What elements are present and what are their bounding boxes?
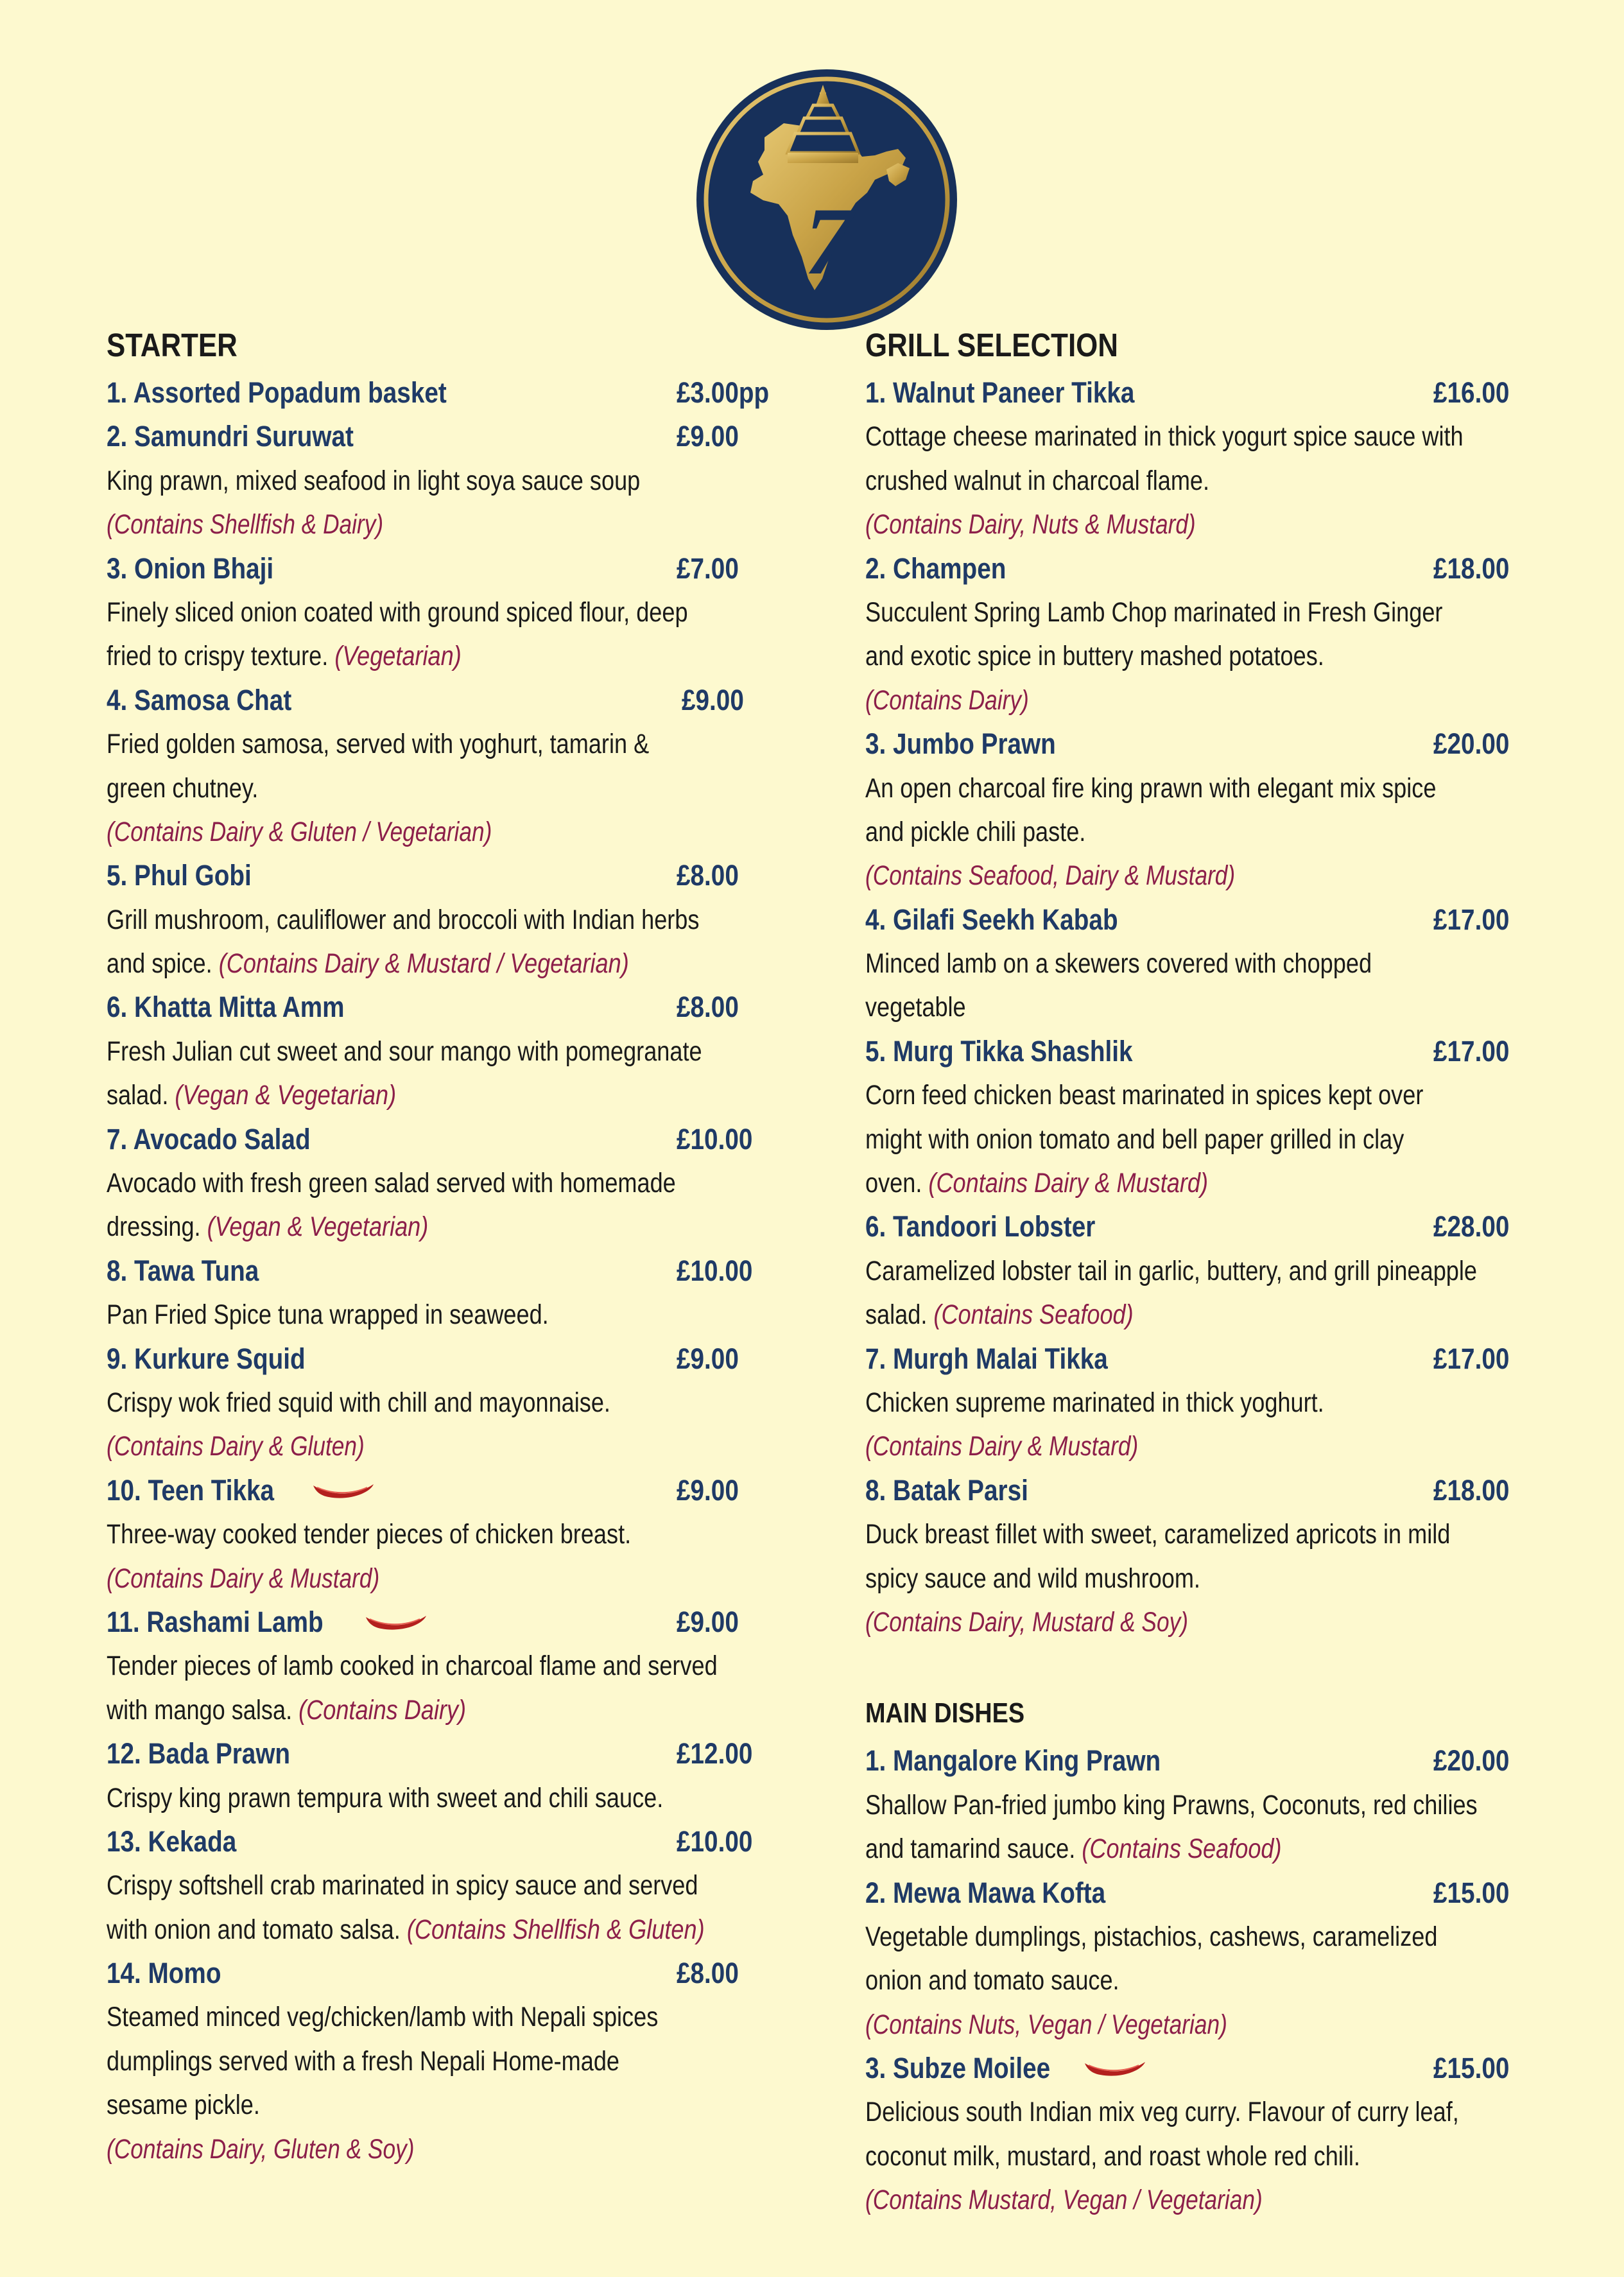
menu-item-allergen: (Contains Dairy & Gluten / Vegetarian) bbox=[107, 816, 492, 847]
menu-item-desc: Three-way cooked tender pieces of chicken breast. bbox=[107, 1519, 632, 1550]
menu-item-name: 8. Tawa Tuna £10.00 bbox=[107, 1249, 825, 1293]
menu-item-allergen: (Contains Dairy) bbox=[865, 684, 1029, 716]
menu-item-desc: oven. (Contains Dairy & Mustard) bbox=[865, 1168, 1208, 1199]
menu-item-desc: Fresh Julian cut sweet and sour mango with pomegranate bbox=[107, 1035, 702, 1067]
menu-item-desc: dumplings served with a fresh Nepali Home-made bbox=[107, 2045, 620, 2077]
menu-item-name: 4. Samosa Chat £9.00 bbox=[107, 679, 825, 722]
menu-item-allergen: (Contains Seafood, Dairy & Mustard) bbox=[865, 860, 1236, 892]
menu-item-name: 3. Onion Bhaji £7.00 bbox=[107, 547, 825, 591]
menu-item-price: £10.00 bbox=[677, 1824, 753, 1858]
menu-item-price: £3.00pp bbox=[677, 376, 770, 409]
menu-item-allergen: (Contains Dairy) bbox=[298, 1694, 467, 1726]
menu-item-desc: Grill mushroom, cauliflower and broccoli with Indian herbs bbox=[107, 904, 700, 935]
menu-item-name: 1. Assorted Popadum basket £3.00pp bbox=[107, 371, 825, 415]
menu-item-allergen: (Contains Dairy & Mustard) bbox=[107, 1563, 380, 1594]
section-title-grill: GRILL SELECTION bbox=[865, 327, 1118, 363]
menu-item-desc: Chicken supreme marinated in thick yoghurt. bbox=[865, 1387, 1324, 1418]
menu-item-allergen: (Contains Dairy, Mustard & Soy) bbox=[865, 1606, 1188, 1638]
restaurant-logo bbox=[694, 67, 960, 333]
menu-item-allergen: (Contains Seafood) bbox=[1082, 1833, 1282, 1865]
menu-item-desc: might with onion tomato and bell paper grilled in clay bbox=[865, 1123, 1404, 1155]
menu-item-name: 7. Avocado Salad £10.00 bbox=[107, 1118, 825, 1161]
section-title-main: MAIN DISHES bbox=[865, 1697, 1025, 1729]
menu-item-desc: and spice. (Contains Dairy & Mustard / Vegetarian) bbox=[107, 948, 629, 980]
menu-item-desc: dressing. (Vegan & Vegetarian) bbox=[107, 1211, 429, 1243]
menu-item-name: 9. Kurkure Squid £9.00 bbox=[107, 1337, 825, 1381]
menu-item-price: £8.00 bbox=[677, 859, 739, 892]
menu-item-desc: Corn feed chicken beast marinated in spices kept over bbox=[865, 1080, 1424, 1111]
menu-item-name: 2. Mewa Mawa Kofta £15.00 bbox=[865, 1871, 1610, 1915]
menu-item-price: £18.00 bbox=[1433, 1473, 1510, 1507]
menu-item-price: £10.00 bbox=[677, 1122, 753, 1156]
menu-item-name: 12. Bada Prawn £12.00 bbox=[107, 1732, 825, 1776]
menu-item-price: £18.00 bbox=[1433, 551, 1510, 585]
menu-item-desc: An open charcoal fire king prawn with elegant mix spice bbox=[865, 772, 1437, 804]
menu-item-name: 1. Walnut Paneer Tikka £16.00 bbox=[865, 371, 1610, 415]
menu-item-price: £17.00 bbox=[1433, 1034, 1510, 1068]
menu-item-desc: Shallow Pan-fried jumbo king Prawns, Coconuts, red chilies bbox=[865, 1789, 1478, 1821]
menu-item-price: £20.00 bbox=[1433, 1744, 1510, 1778]
menu-item-price: £15.00 bbox=[1433, 1876, 1510, 1909]
section-title-starter: STARTER bbox=[107, 327, 238, 363]
menu-item-desc: vegetable bbox=[865, 992, 966, 1023]
menu-item-desc: fried to crispy texture. (Vegetarian) bbox=[107, 641, 462, 672]
menu-item-allergen: (Contains Seafood) bbox=[933, 1299, 1134, 1331]
chili-icon bbox=[311, 1482, 377, 1501]
menu-item-desc: green chutney. bbox=[107, 772, 259, 804]
menu-item-price: £28.00 bbox=[1433, 1210, 1510, 1243]
menu-item-desc: Steamed minced veg/chicken/lamb with Nepali spices bbox=[107, 2002, 659, 2033]
menu-item-price: £9.00 bbox=[682, 683, 744, 716]
menu-item-desc: salad. (Vegan & Vegetarian) bbox=[107, 1080, 397, 1111]
menu-item-desc: Duck breast fillet with sweet, caramelized apricots in mild bbox=[865, 1519, 1451, 1550]
menu-item-allergen: (Contains Shellfish & Gluten) bbox=[406, 1914, 705, 1945]
menu-item-desc: Pan Fried Spice tuna wrapped in seaweed. bbox=[107, 1299, 549, 1331]
menu-item-desc: King prawn, mixed seafood in light soya sauce soup bbox=[107, 465, 641, 496]
menu-item-price: £16.00 bbox=[1433, 376, 1510, 409]
menu-item-price: £9.00 bbox=[677, 1473, 739, 1507]
menu-item-desc: Avocado with fresh green salad served with homemade bbox=[107, 1168, 676, 1199]
menu-item-desc: spicy sauce and wild mushroom. bbox=[865, 1563, 1200, 1594]
menu-item-price: £10.00 bbox=[677, 1254, 753, 1287]
menu-item-price: £8.00 bbox=[677, 991, 739, 1024]
menu-item-name: 14. Momo £8.00 bbox=[107, 1952, 825, 1995]
menu-item-desc: and pickle chili paste. bbox=[865, 816, 1086, 847]
menu-item-allergen: (Contains Dairy & Gluten) bbox=[107, 1431, 365, 1462]
menu-item-price: £17.00 bbox=[1433, 1342, 1510, 1375]
menu-item-name: 3. Jumbo Prawn £20.00 bbox=[865, 722, 1610, 766]
menu-item-name: 8. Batak Parsi £18.00 bbox=[865, 1469, 1610, 1512]
section-spacer bbox=[865, 1644, 1610, 1688]
starter-section bbox=[107, 320, 825, 2171]
menu-item-name: 7. Murgh Malai Tikka £17.00 bbox=[865, 1337, 1610, 1381]
menu-item-desc: Succulent Spring Lamb Chop marinated in Fresh Ginger bbox=[865, 596, 1443, 628]
menu-item-desc: with mango salsa. (Contains Dairy) bbox=[107, 1694, 467, 1726]
menu-item-desc: Vegetable dumplings, pistachios, cashews, caramelized bbox=[865, 1921, 1438, 1952]
menu-item-desc: Crispy wok fried squid with chill and mayonnaise. bbox=[107, 1387, 610, 1418]
menu-item-desc: salad. (Contains Seafood) bbox=[865, 1299, 1134, 1331]
menu-item-price: £8.00 bbox=[677, 1957, 739, 1990]
menu-item-allergen: (Contains Dairy, Nuts & Mustard) bbox=[865, 509, 1196, 541]
menu-item-price: £9.00 bbox=[677, 420, 739, 453]
menu-item-price: £9.00 bbox=[677, 1605, 739, 1638]
menu-item-name: 2. Champen £18.00 bbox=[865, 547, 1610, 591]
menu-item-name: 4. Gilafi Seekh Kabab £17.00 bbox=[865, 898, 1610, 942]
chili-icon bbox=[363, 1613, 430, 1632]
menu-item-allergen: (Contains Dairy, Gluten & Soy) bbox=[107, 2133, 415, 2165]
menu-item-allergen: (Vegan & Vegetarian) bbox=[175, 1080, 397, 1111]
menu-item-name: 10. Teen Tikka £9.00 bbox=[107, 1469, 825, 1512]
menu-item-desc: and exotic spice in buttery mashed potatoes. bbox=[865, 641, 1324, 672]
menu-item-price: £15.00 bbox=[1433, 2052, 1510, 2085]
menu-item-allergen: (Contains Shellfish & Dairy) bbox=[107, 509, 384, 541]
menu-item-allergen: (Contains Mustard, Vegan / Vegetarian) bbox=[865, 2185, 1263, 2216]
menu-item-price: £12.00 bbox=[677, 1737, 753, 1771]
menu-item-name: 6. Khatta Mitta Amm £8.00 bbox=[107, 985, 825, 1029]
menu-item-price: £17.00 bbox=[1433, 903, 1510, 936]
menu-item-allergen: (Contains Nuts, Vegan / Vegetarian) bbox=[865, 2009, 1227, 2040]
menu-item-desc: Fried golden samosa, served with yoghurt, tamarin & bbox=[107, 729, 650, 760]
menu-item-desc: crushed walnut in charcoal flame. bbox=[865, 465, 1210, 496]
menu-item-allergen: (Vegetarian) bbox=[334, 641, 462, 672]
menu-item-allergen: (Vegan & Vegetarian) bbox=[207, 1211, 429, 1243]
menu-item-allergen: (Contains Dairy & Mustard) bbox=[865, 1431, 1139, 1462]
menu-item-price: £9.00 bbox=[677, 1342, 739, 1375]
menu-item-desc: Minced lamb on a skewers covered with chopped bbox=[865, 948, 1372, 980]
menu-item-name: 2. Samundri Suruwat £9.00 bbox=[107, 415, 825, 458]
menu-item-name: 11. Rashami Lamb £9.00 bbox=[107, 1600, 825, 1644]
menu-item-name: 5. Phul Gobi £8.00 bbox=[107, 854, 825, 897]
menu-item-desc: Delicious south Indian mix veg curry. Flavour of curry leaf, bbox=[865, 2097, 1459, 2128]
menu-item-name: 13. Kekada £10.00 bbox=[107, 1820, 825, 1864]
menu-item-desc: Crispy softshell crab marinated in spicy sauce and served bbox=[107, 1870, 698, 1901]
menu-item-allergen: (Contains Dairy & Mustard / Vegetarian) bbox=[218, 948, 629, 980]
menu-item-desc: and tamarind sauce. (Contains Seafood) bbox=[865, 1833, 1282, 1865]
menu-item-allergen: (Contains Dairy & Mustard) bbox=[928, 1168, 1208, 1199]
menu-item-name: 1. Mangalore King Prawn £20.00 bbox=[865, 1739, 1610, 1783]
menu-item-name: 3. Subze Moilee £15.00 bbox=[865, 2047, 1610, 2090]
menu-item-desc: with onion and tomato salsa. (Contains Shellfish & Gluten) bbox=[107, 1914, 705, 1945]
menu-item-desc: onion and tomato sauce. bbox=[865, 1965, 1119, 1996]
logo-numeral: 7 bbox=[804, 188, 853, 295]
menu-item-desc: Crispy king prawn tempura with sweet and chili sauce. bbox=[107, 1782, 664, 1814]
menu-item-desc: Caramelized lobster tail in garlic, buttery, and grill pineapple bbox=[865, 1255, 1477, 1286]
chili-icon bbox=[1082, 2059, 1149, 2079]
menu-item-desc: Tender pieces of lamb cooked in charcoal flame and served bbox=[107, 1650, 718, 1682]
menu-item-desc: coconut milk, mustard, and roast whole red chili. bbox=[865, 2140, 1360, 2172]
menu-item-desc: Finely sliced onion coated with ground spiced flour, deep bbox=[107, 596, 688, 628]
menu-item-price: £7.00 bbox=[677, 551, 739, 585]
menu-item-desc: sesame pickle. bbox=[107, 2090, 260, 2121]
menu-item-price: £20.00 bbox=[1433, 727, 1510, 761]
menu-item-desc: Cottage cheese marinated in thick yogurt spice sauce with bbox=[865, 421, 1464, 453]
menu-item-name: 5. Murg Tikka Shashlik £17.00 bbox=[865, 1030, 1610, 1073]
grill-section bbox=[865, 320, 1610, 2222]
menu-item-name: 6. Tandoori Lobster £28.00 bbox=[865, 1205, 1610, 1249]
